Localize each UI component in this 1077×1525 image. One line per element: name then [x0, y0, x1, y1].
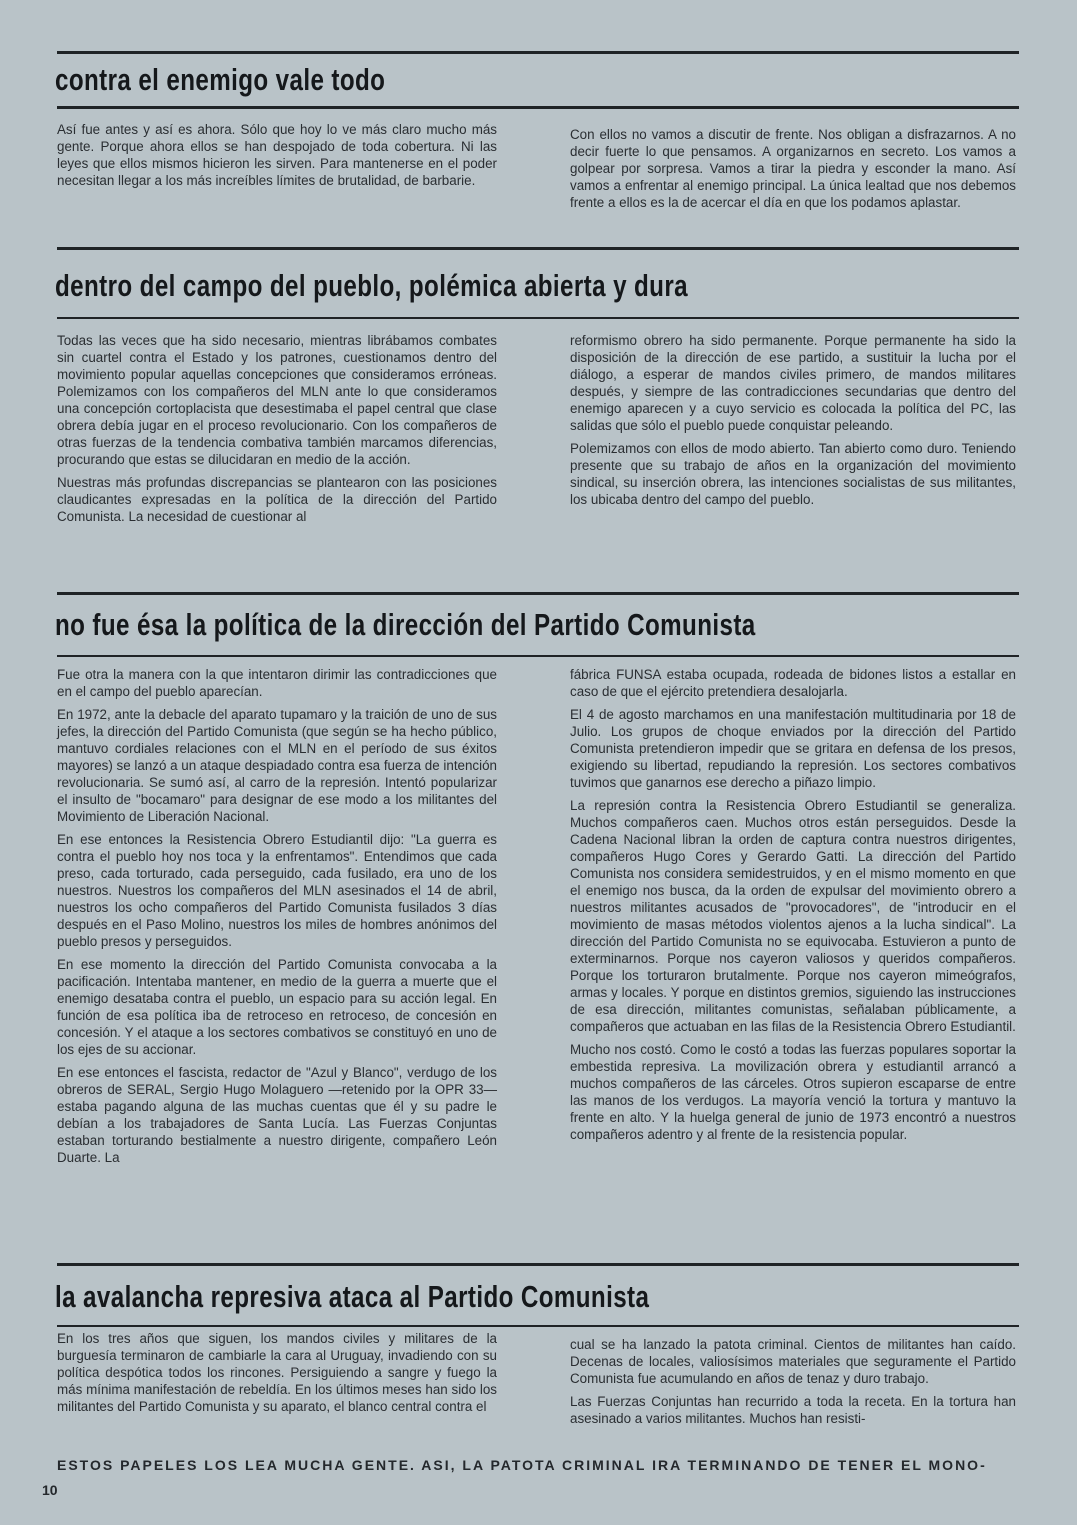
section-left-column [57, 332, 497, 531]
paragraph: En los tres años que siguen, los mandos civiles y militares de la burguesía terminaron de cambiarle la cara al Uruguay, invadiendo con su política despótica todos los rincones. Persiguiendo a sangre y fuego la más mínima manifestación de rebeldía. En los últimos meses han sido los militantes del Partido Comunista y su aparato, el blanco central contra el [57, 1331, 497, 1414]
section-rule [57, 1263, 1019, 1266]
paragraph: Polemizamos con ellos de modo abierto. Tan abierto como duro. Teniendo presente que su trabajo de años en la organización del movimiento sindical, su inserción obrera, las intenciones socialistas de sus militantes, los ubicaba dentro del campo del pueblo. [570, 441, 1016, 507]
section-heading: la avalancha represiva ataca al Partido Comunista [55, 1279, 650, 1314]
paragraph: Con ellos no vamos a discutir de frente. Nos obligan a disfrazarnos. A no decir fuerte lo que pensamos. A organizarnos en secreto. Los vamos a golpear por sorpresa. Vamos a tirar la piedra y esconder la mano. Así vamos a enfrentar al enemigo principal. La única lealtad que nos debemos frente a ellos es la de acercar el día en que los podamos aplastar. [570, 127, 1016, 210]
paragraph: Todas las veces que ha sido necesario, mientras librábamos combates sin cuartel contra el Estado y los patrones, cuestionamos dentro del movimiento popular aquellas concepciones que consideramos erróneas. Polemizamos con los compañeros del MLN ante lo que consideramos una concepción cortoplacista que desestimaba el papel central que clase obrera debía jugar en el proceso revolucionario. Con los compañeros de otras fuerzas de la tendencia combativa también marcamos diferencias, procurando que estas se dilucidaran en medio de la acción. [57, 333, 497, 467]
section-right-column [570, 666, 1016, 1149]
paragraph: reformismo obrero ha sido permanente. Porque permanente ha sido la disposición de la dirección de ese partido, a sustituir la lucha por el diálogo, a esperar de mandos civiles primero, de mandos militares después, y siempre de las contradicciones secundarias que dentro del enemigo aparecen y a cuyo servicio es colocada la política del PC, las salidas que sólo el pueblo puede conquistar peleando. [570, 333, 1016, 433]
section-right-column [570, 126, 1016, 217]
paragraph: El 4 de agosto marchamos en una manifestación multitudinaria por 18 de Julio. Los grupos de choque enviados por la dirección del Partido Comunista pretendieron impedir que se gritara en defensa de los presos, exigiendo su libertad, repudiando la represión. Los sectores combativos tuvimos que ganarnos ese derecho a piñazo limpio. [570, 707, 1016, 790]
paragraph: Mucho nos costó. Como le costó a todas las fuerzas populares soportar la embestida represiva. La movilización obrera y estudiantil arrancó a muchos compañeros de las cárceles. Otros supieron escaparse de entre las manos de los verdugos. La mayoría venció la tortura y mantuvo la frente en alto. Y la huelga general de junio de 1973 encontró a nuestros compañeros adentro y al frente de la resistencia popular. [570, 1042, 1016, 1142]
paragraph: Las Fuerzas Conjuntas han recurrido a toda la receta. En la tortura han asesinado a varios militantes. Muchos han resisti- [570, 1394, 1016, 1426]
section-rule [57, 317, 1019, 319]
section-rule [57, 592, 1019, 595]
paragraph: Fue otra la manera con la que intentaron dirimir las contradicciones que en el campo del pueblo aparecían. [57, 667, 497, 699]
section-right-column [570, 332, 1016, 514]
footer-banner: ESTOS PAPELES LOS LEA MUCHA GENTE. ASI, LA PATOTA CRIMINAL IRA TERMINANDO DE TENER EL MONO- [57, 1457, 987, 1473]
section-rule [57, 51, 1019, 54]
section-heading: no fue ésa la política de la dirección del Partido Comunista [55, 607, 756, 642]
paragraph: Nuestras más profundas discrepancias se plantearon con las posiciones claudicantes expresadas en la política de la dirección del Partido Comunista. La necesidad de cuestionar al [57, 475, 497, 524]
section-rule [57, 1325, 1019, 1327]
section-rule [57, 655, 1019, 657]
paragraph: En ese entonces el fascista, redactor de "Azul y Blanco", verdugo de los obreros de SERAL, Sergio Hugo Molaguero —retenido por la OPR 33— estaba pagando alguna de las muchas cuentas que él y su padre le debían a los trabajadores de Santa Lucía. Las Fuerzas Conjuntas estaban torturando bestialmente a nuestro dirigente, compañero León Duarte. La [57, 1065, 497, 1165]
paragraph: fábrica FUNSA estaba ocupada, rodeada de bidones listos a estallar en caso de que el ejército pretendiera desalojarla. [570, 667, 1016, 699]
section-rule [57, 247, 1019, 250]
paragraph: cual se ha lanzado la patota criminal. Cientos de militantes han caído. Decenas de locales, valiosísimos materiales que seguramente el Partido Comunista fue acumulando en años de tenaz y duro trabajo. [570, 1337, 1016, 1386]
paragraph: En ese momento la dirección del Partido Comunista convocaba a la pacificación. Intentaba mantener, en medio de la guerra a muerte que el enemigo desataba contra el pueblo, un espacio para su acción legal. En función de esa política iba de retroceso en retroceso, de concesión en concesión. Y el ataque a los sectores combativos se constituyó en uno de los ejes de su accionar. [57, 957, 497, 1057]
paragraph: En 1972, ante la debacle del aparato tupamaro y la traición de uno de sus jefes, la dirección del Partido Comunista (que según se ha hecho público, mantuvo cordiales relaciones con el MLN en el período de sus éxitos mayores) se lanzó a un ataque despiadado contra esa fuerza de intención revolucionaria. Se sumó así, al carro de la represión. Intentó popularizar el insulto de "bocamaro" para designar de ese modo a los militantes del Movimiento de Liberación Nacional. [57, 707, 497, 824]
section-left-column [57, 121, 497, 195]
page-number: 10 [42, 1482, 58, 1498]
paragraph: Así fue antes y así es ahora. Sólo que hoy lo ve más claro mucho más gente. Porque ahora ellos se han despojado de toda cobertura. Ni las leyes que ellos mismos hicieron les sirven. Para mantenerse en el poder necesitan llegar a los más increíbles límites de brutalidad, de barbarie. [57, 122, 497, 188]
section-left-column [57, 1330, 497, 1421]
section-heading: contra el enemigo vale todo [55, 62, 386, 97]
paragraph: En ese entonces la Resistencia Obrero Estudiantil dijo: "La guerra es contra el pueblo hoy nos toca y la enfrentamos". Entendimos que cada preso, cada torturado, cada perseguido, cada fusilado, era uno de los nuestros. Nuestros los compañeros del MLN asesinados el 14 de abril, nuestros los ocho compañeros del Partido Comunista fusilados 3 días después en el Paso Molino, nuestros los miles de hombres anónimos del pueblo presos y perseguidos. [57, 832, 497, 949]
section-heading: dentro del campo del pueblo, polémica abierta y dura [55, 268, 688, 303]
paragraph: La represión contra la Resistencia Obrero Estudiantil se generaliza. Muchos compañeros caen. Muchos otros están perseguidos. Desde la Cadena Nacional libran la orden de captura contra nuestros dirigentes, compañeros Hugo Cores y Gerardo Gatti. La dirección del Partido Comunista nos considera semidestruidos, y en el mismo momento en que el enemigo nos busca, da la orden de expulsar del movimiento obrero a nuestros militantes acusados de "provocadores", de "introducir en el movimiento de masas métodos violentos ajenos a la lucha sindical". La dirección del Partido Comunista no se equivocaba. Estuvieron a punto de exterminarnos. Porque nos cayeron valiosos y queridos compañeros. Porque los torturaron brutalmente. Porque nos cayeron mimeógrafos, armas y locales. Y porque en distintos gremios, siguiendo las instrucciones de esa dirección, militantes comunistas, señalaban públicamente, a compañeros que actuaban en las filas de la Resistencia Obrero Estudiantil. [570, 798, 1016, 1034]
section-left-column [57, 666, 497, 1172]
section-right-column [570, 1336, 1016, 1433]
section-rule [57, 106, 1019, 109]
